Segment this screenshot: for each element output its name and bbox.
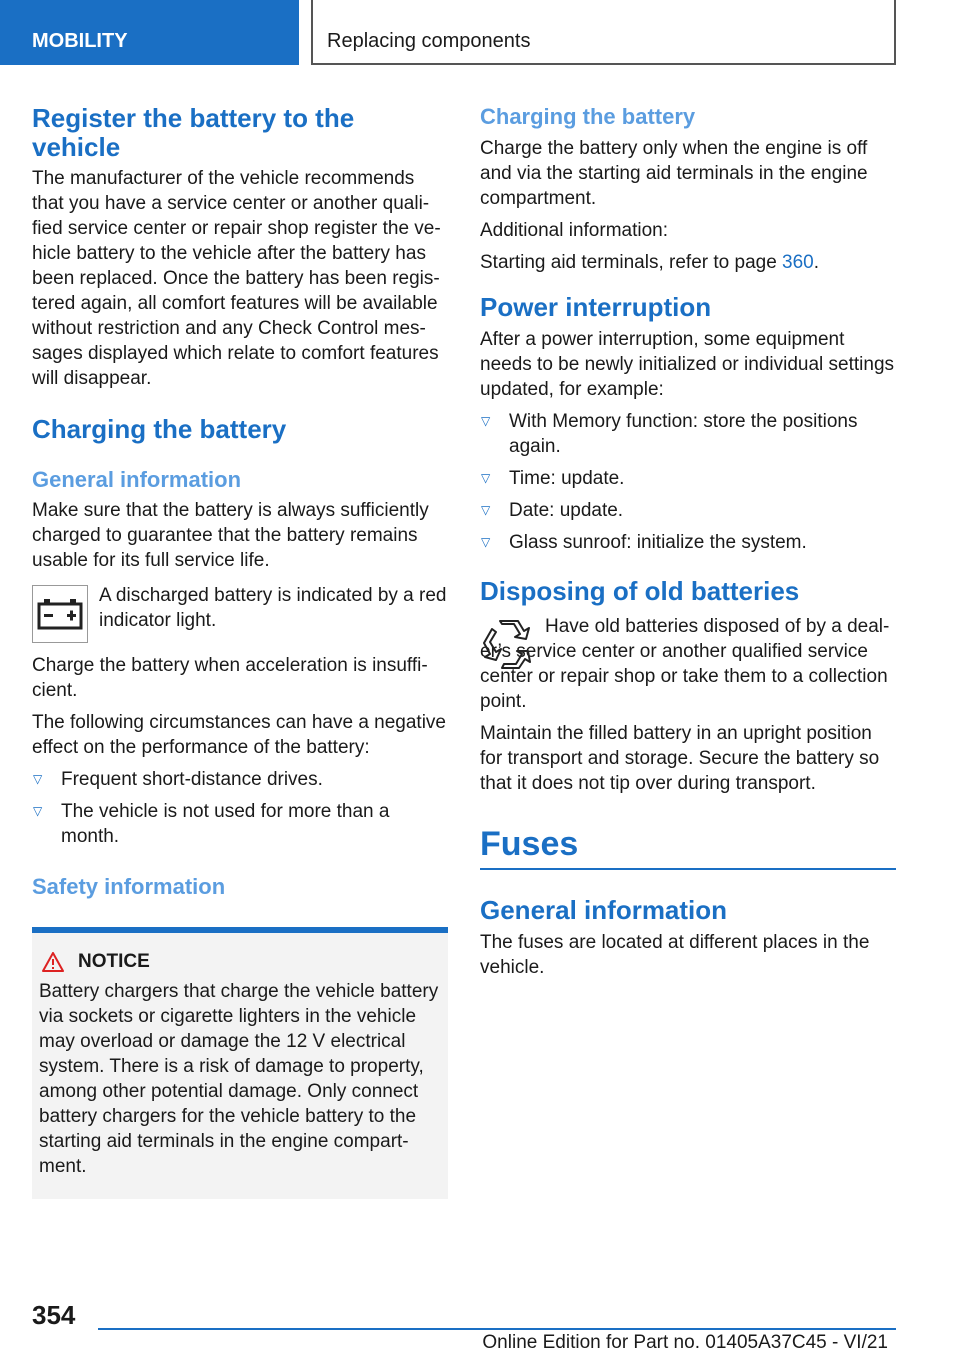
additional-info-label: Additional information: xyxy=(480,220,668,241)
list-item xyxy=(480,409,896,459)
fuses-general-title: General information xyxy=(480,895,728,925)
register-title: Register the battery to the vehicle xyxy=(32,103,355,162)
triangle-bullet-icon: ▽ xyxy=(481,503,491,517)
notice-title: NOTICE xyxy=(78,951,150,972)
footer-edition: Online Edition for Part no. 01405A37C45 - VI/21 xyxy=(482,1332,888,1353)
general-info-title: General information xyxy=(32,467,242,492)
disposing-text: Have old batteries disposed of by a deal-er’s service center or another qualified service center or repair shop or take them to a collection point. xyxy=(480,616,890,712)
charging-battery-title: Charging the battery xyxy=(480,104,696,129)
fuses-divider xyxy=(480,868,896,870)
disposing-title: Disposing of old batteries xyxy=(480,576,800,606)
notice-box xyxy=(32,927,448,1199)
left-column xyxy=(32,100,448,1199)
list-item xyxy=(32,767,448,792)
header-section-tab xyxy=(0,0,299,65)
list-item-text: Glass sunroof: initialize the system. xyxy=(509,532,807,553)
circumstances-list xyxy=(32,767,448,849)
notice-header xyxy=(42,951,441,973)
register-text: The manufacturer of the vehicle recommends that you have a service center or another quali-fied service center or repair shop register the ve-hicle battery to the vehicle after the battery has been replaced. Once the battery has been regis-tered again, all comfort features will be available without restriction and any Check Control mes-sages displayed which relate to comfort features will disappear. xyxy=(32,168,441,389)
triangle-bullet-icon: ▽ xyxy=(33,804,43,818)
warning-triangle-icon xyxy=(42,952,64,972)
recycle-icon xyxy=(482,618,534,675)
safety-info-title: Safety information xyxy=(32,874,226,899)
terminals-ref: Starting aid terminals, refer to page 360. xyxy=(480,252,820,273)
disposing-block xyxy=(480,614,896,714)
list-item-text: Frequent short-distance drives. xyxy=(61,769,323,790)
power-interruption-title: Power interruption xyxy=(480,292,712,322)
charge-when-text: Charge the battery when acceleration is insuffi-cient. xyxy=(32,655,428,701)
indicator-row xyxy=(32,585,448,643)
maintain-text: Maintain the filled battery in an upright position for transport and storage. Secure the battery so that it does not tip over during transport. xyxy=(480,723,880,794)
charging-title: Charging the battery xyxy=(32,414,287,444)
triangle-bullet-icon: ▽ xyxy=(481,471,491,485)
power-interruption-text: After a power interruption, some equipment needs to be newly initialized or individual settings updated, for example: xyxy=(480,329,895,400)
fuses-title: Fuses xyxy=(480,825,579,863)
indicator-text: A discharged battery is indicated by a red indicator light. xyxy=(99,585,447,631)
terminals-ref-text: Starting aid terminals, refer to page xyxy=(480,252,783,273)
general-info-text: Make sure that the battery is always sufficiently charged to guarantee that the battery remains usable for its full service life. xyxy=(32,500,429,571)
battery-indicator-icon xyxy=(32,585,88,643)
page-number: 354 xyxy=(32,1300,76,1330)
list-item xyxy=(480,498,896,523)
triangle-bullet-icon: ▽ xyxy=(33,772,43,786)
header-chapter-label: Replacing components xyxy=(327,30,531,52)
list-item xyxy=(32,799,448,849)
right-column xyxy=(480,100,896,980)
footer-divider xyxy=(98,1328,896,1330)
fuses-text: The fuses are located at different places in the vehicle. xyxy=(480,932,870,978)
triangle-bullet-icon: ▽ xyxy=(481,414,491,428)
header-chapter-tab xyxy=(311,0,896,65)
list-item xyxy=(480,466,896,491)
triangle-bullet-icon: ▽ xyxy=(481,535,491,549)
list-item-text: Date: update. xyxy=(509,500,624,521)
list-item-text: The vehicle is not used for more than a month. xyxy=(61,801,390,847)
list-item-text: Time: update. xyxy=(509,468,625,489)
list-item-text: With Memory function: store the positions again. xyxy=(509,411,858,457)
circumstances-text: The following circumstances can have a negative effect on the performance of the battery: xyxy=(32,712,447,758)
list-item xyxy=(480,530,896,555)
charging-battery-text: Charge the battery only when the engine is off and via the starting aid terminals in the engine compartment. xyxy=(480,138,868,209)
power-list xyxy=(480,409,896,555)
page-link[interactable]: 360 xyxy=(782,252,814,273)
header-section-label: MOBILITY xyxy=(32,30,128,52)
notice-text: Battery chargers that charge the vehicle battery via sockets or cigarette lighters in the vehicle may overload or damage the 12 V electrical system. There is a risk of damage to property, among other potential damage. Only connect battery chargers for the vehicle battery to the starting aid terminals in the engine compart-ment. xyxy=(39,981,439,1177)
